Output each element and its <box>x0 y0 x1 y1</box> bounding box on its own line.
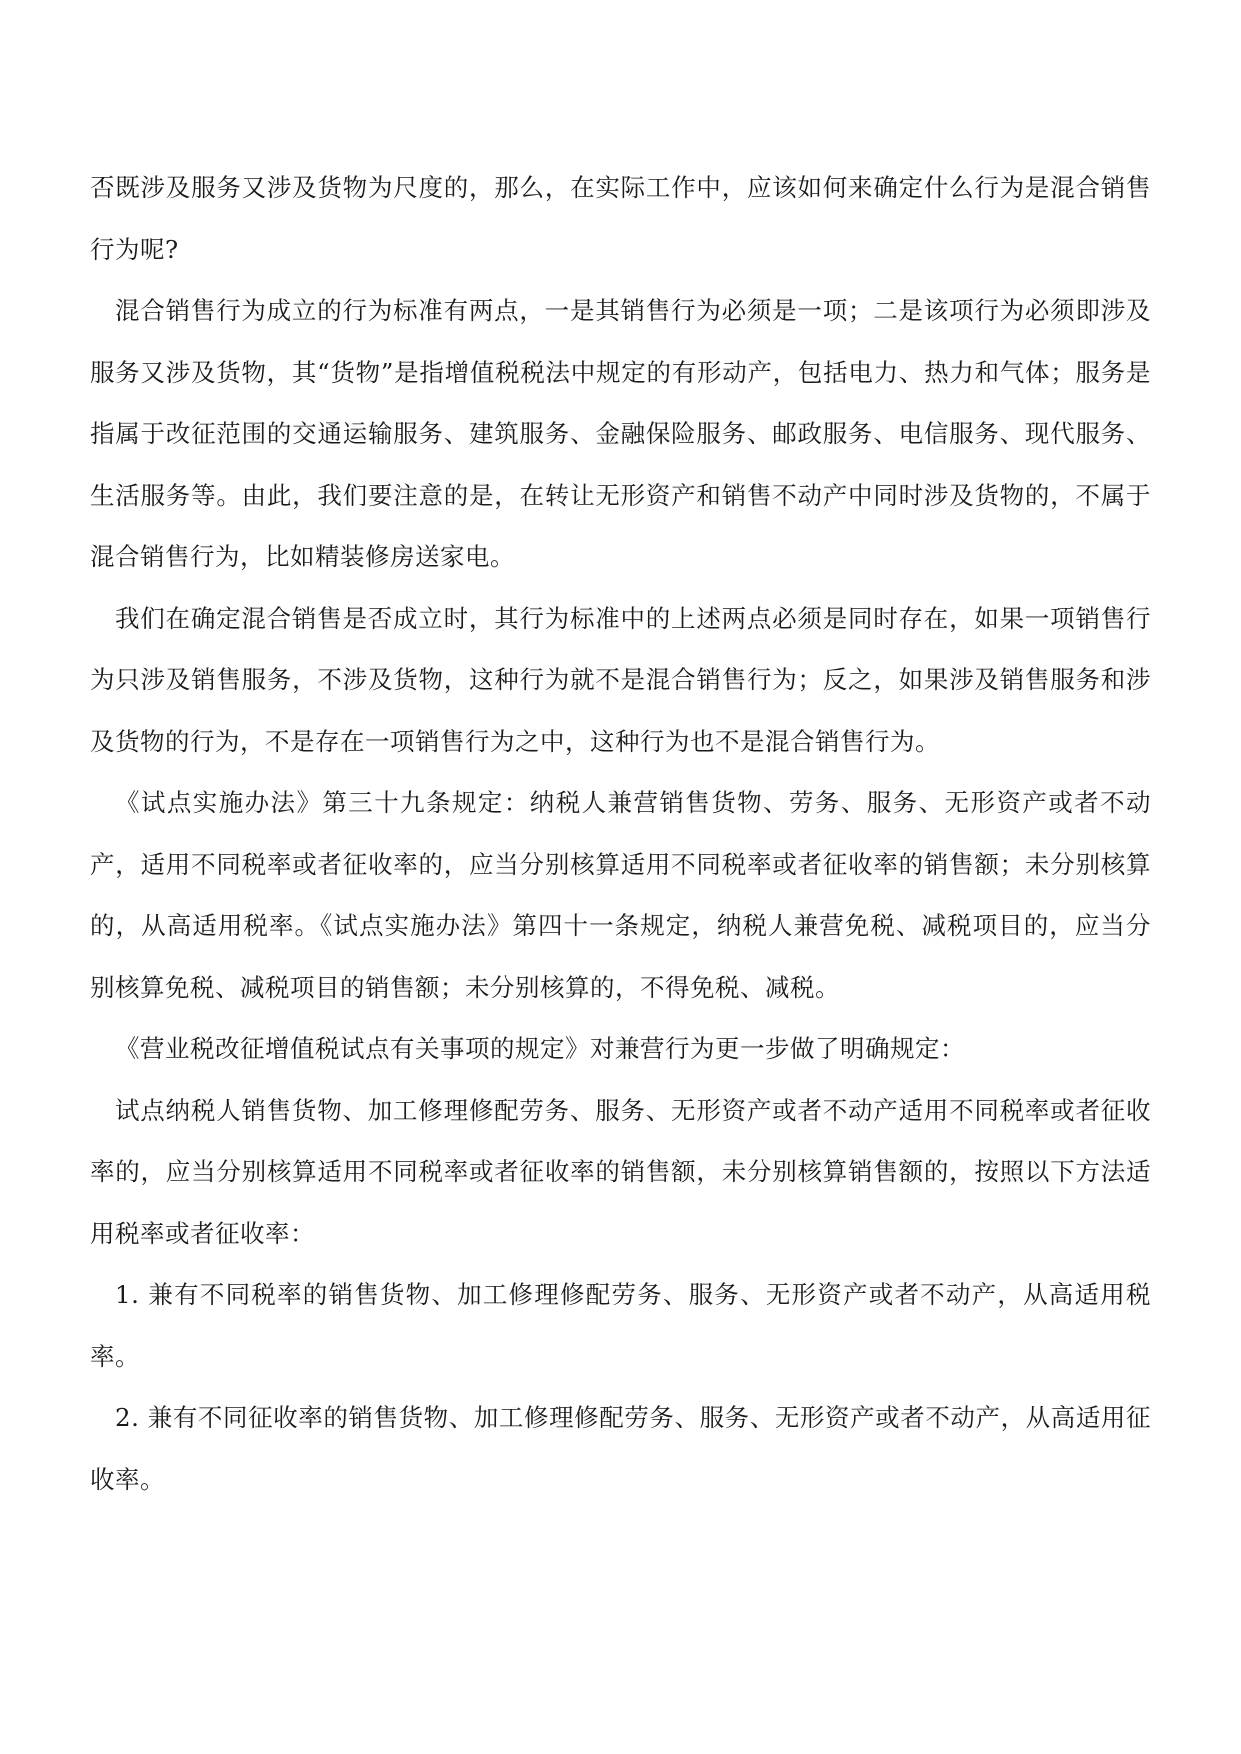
paragraph-article-39-41: 《试点实施办法》第三十九条规定：纳税人兼营销售货物、劳务、服务、无形资产或者不动产，适用不同税率或者征收率的，应当分别核算适用不同税率或者征收率的销售额；未分别核算的，从高适用税率。《试点实施办法》第四十一条规定，纳税人兼营免税、减税项目的，应当分别核算免税、减税项目的销售额；未分别核算的，不得免税、减税。 <box>90 788 1151 1002</box>
paragraph-continuation: 否既涉及服务又涉及货物为尺度的，那么，在实际工作中，应该如何来确定什么行为是混合销售行为呢? <box>90 173 1151 264</box>
list-item-2: 2. 兼有不同征收率的销售货物、加工修理修配劳务、服务、无形资产或者不动产，从高适用征收率。 <box>90 1403 1151 1494</box>
paragraph-pilot-taxpayer: 试点纳税人销售货物、加工修理修配劳务、服务、无形资产或者不动产适用不同税率或者征收率的，应当分别核算适用不同税率或者征收率的销售额，未分别核算销售额的，按照以下方法适用税率或者征收率： <box>90 1095 1151 1248</box>
list-item-1: 1. 兼有不同税率的销售货物、加工修理修配劳务、服务、无形资产或者不动产，从高适用税率。 <box>90 1280 1151 1371</box>
document-body <box>90 157 1151 1510</box>
paragraph-mixed-sales-determination: 我们在确定混合销售是否成立时，其行为标准中的上述两点必须是同时存在，如果一项销售行为只涉及销售服务，不涉及货物，这种行为就不是混合销售行为；反之，如果涉及销售服务和涉及货物的行为，不是存在一项销售行为之中，这种行为也不是混合销售行为。 <box>90 603 1151 756</box>
paragraph-mixed-sales-criteria: 混合销售行为成立的行为标准有两点，一是其销售行为必须是一项；二是该项行为必须即涉及服务又涉及货物，其“货物”是指增值税税法中规定的有形动产，包括电力、热力和气体；服务是指属于改征范围的交通运输服务、建筑服务、金融保险服务、邮政服务、电信服务、现代服务、生活服务等。由此，我们要注意的是，在转让无形资产和销售不动产中同时涉及货物的，不属于混合销售行为，比如精装修房送家电。 <box>90 296 1151 571</box>
paragraph-regulation-intro: 《营业税改征增值税试点有关事项的规定》对兼营行为更一步做了明确规定： <box>115 1034 965 1063</box>
